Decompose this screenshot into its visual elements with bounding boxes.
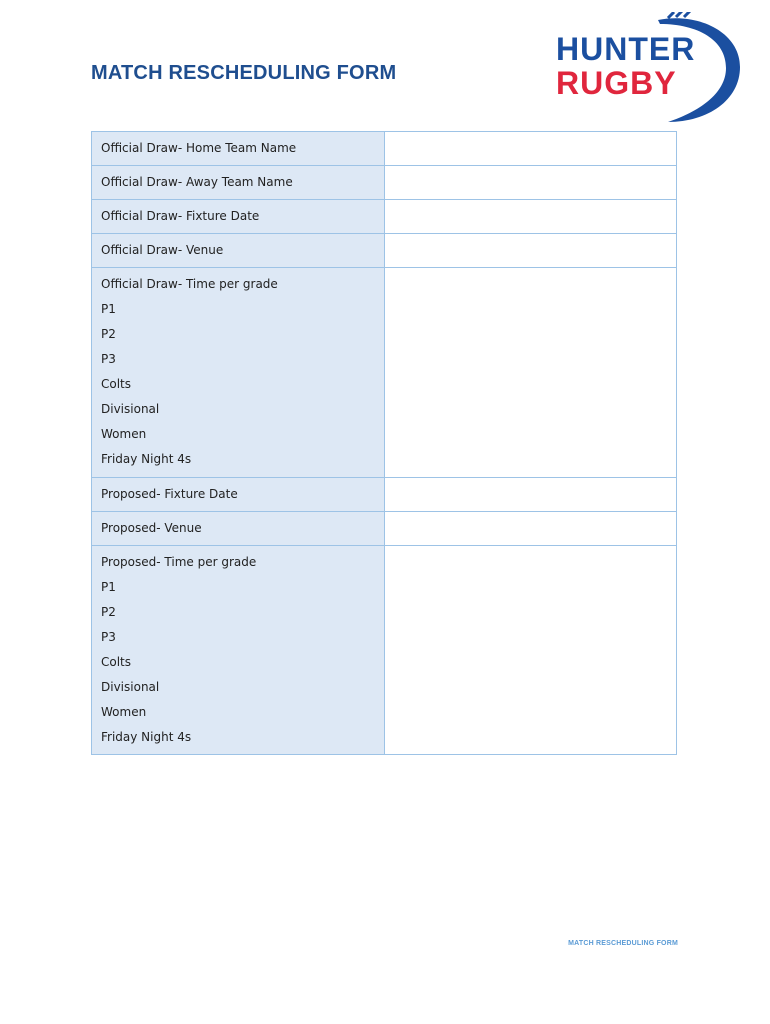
official-grade-p2: P2 xyxy=(101,327,116,341)
official-grade-p1: P1 xyxy=(101,302,116,316)
venue-label-cell xyxy=(92,234,385,268)
official-grade-women: Women xyxy=(101,427,147,441)
fixture-date-label: Official Draw- Fixture Date xyxy=(101,209,260,223)
official-time-label: Official Draw- Time per grade xyxy=(101,277,278,291)
proposed-venue-field[interactable] xyxy=(385,512,677,546)
page-title: MATCH RESCHEDULING FORM xyxy=(91,62,397,84)
official-grade-divisional: Divisional xyxy=(101,402,160,416)
proposed-time-label-cell xyxy=(92,546,385,755)
home-team-label: Official Draw- Home Team Name xyxy=(101,141,297,155)
official-grade-p3: P3 xyxy=(101,352,116,366)
home-team-field[interactable] xyxy=(385,132,677,166)
proposed-grade-friday-night-4s: Friday Night 4s xyxy=(101,730,192,744)
logo-line2: RUGBY xyxy=(556,65,677,101)
proposed-time-label: Proposed- Time per grade xyxy=(101,555,257,569)
venue-field[interactable] xyxy=(385,234,677,268)
official-time-field[interactable] xyxy=(385,268,677,478)
proposed-grade-p1: P1 xyxy=(101,580,116,594)
hunter-rugby-logo xyxy=(548,12,744,124)
fixture-date-label-cell xyxy=(92,200,385,234)
official-time-label-cell xyxy=(92,268,385,478)
proposed-date-label-cell xyxy=(92,478,385,512)
proposed-grade-colts: Colts xyxy=(101,655,132,669)
proposed-date-field[interactable] xyxy=(385,478,677,512)
logo-line1: HUNTER xyxy=(556,31,696,67)
proposed-time-field[interactable] xyxy=(385,546,677,755)
rescheduling-form-table xyxy=(91,131,677,755)
away-team-label: Official Draw- Away Team Name xyxy=(101,175,293,189)
away-team-field[interactable] xyxy=(385,166,677,200)
footer-text: MATCH RESCHEDULING FORM xyxy=(568,940,678,947)
proposed-grade-p2: P2 xyxy=(101,605,116,619)
proposed-grade-divisional: Divisional xyxy=(101,680,160,694)
proposed-venue-label-cell xyxy=(92,512,385,546)
proposed-date-label: Proposed- Fixture Date xyxy=(101,487,238,501)
proposed-grade-women: Women xyxy=(101,705,147,719)
official-grade-friday-night-4s: Friday Night 4s xyxy=(101,452,192,466)
fixture-date-field[interactable] xyxy=(385,200,677,234)
away-team-label-cell xyxy=(92,166,385,200)
official-grade-colts: Colts xyxy=(101,377,132,391)
proposed-grade-p3: P3 xyxy=(101,630,116,644)
home-team-label-cell xyxy=(92,132,385,166)
proposed-venue-label: Proposed- Venue xyxy=(101,521,202,535)
venue-label: Official Draw- Venue xyxy=(101,243,224,257)
